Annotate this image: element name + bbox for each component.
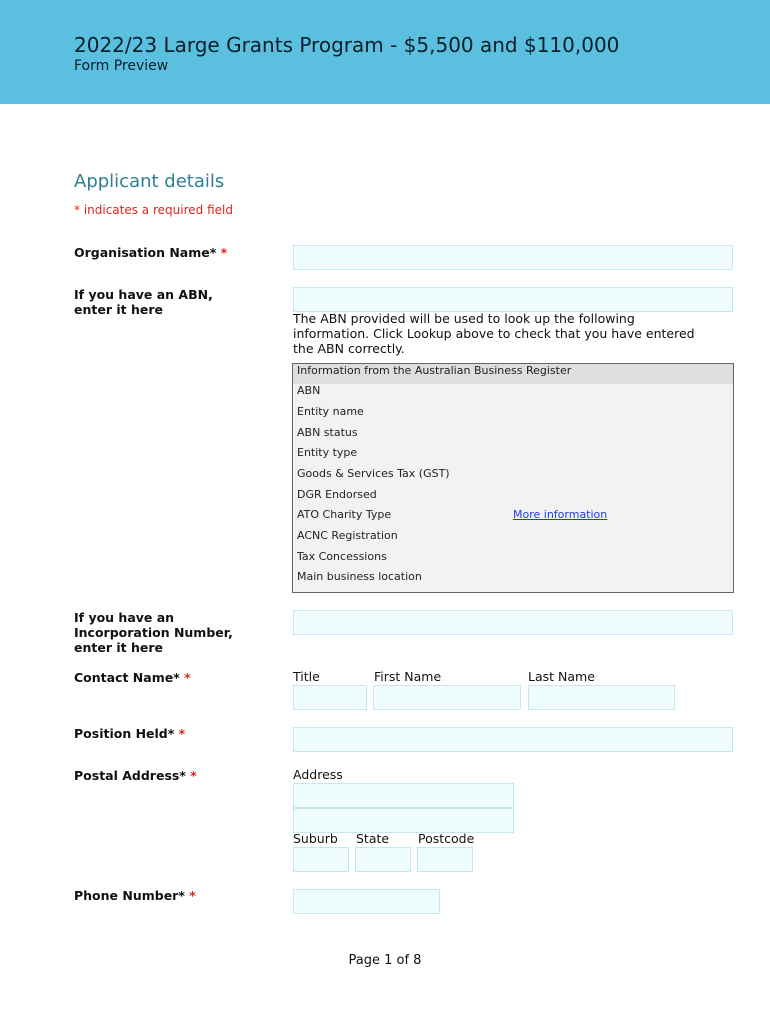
- form-header: [0, 0, 770, 104]
- required-field-note: * indicates a required field: [74, 203, 233, 217]
- state-label: State: [356, 831, 390, 846]
- position-held-label-text: Position Held*: [74, 726, 175, 741]
- contact-title-label: Title: [293, 669, 320, 684]
- form-title: 2022/23 Large Grants Program - $5,500 and $110,000: [74, 33, 620, 57]
- abr-row-main-business-location: Main business location: [297, 570, 422, 583]
- contact-first-name-label: First Name: [374, 669, 442, 684]
- contact-last-name-label: Last Name: [528, 669, 595, 684]
- contact-last-name-input[interactable]: [528, 685, 675, 710]
- contact-name-label-text: Contact Name*: [74, 670, 180, 685]
- abn-label: If you have an ABN, enter it here: [74, 287, 213, 317]
- abr-row-tax-concessions: Tax Concessions: [297, 550, 387, 563]
- page-number: Page 1 of 8: [348, 953, 422, 968]
- suburb-label: Suburb: [293, 831, 338, 846]
- abr-info-panel: [292, 363, 734, 593]
- abr-row-ato-charity-type: ATO Charity Type: [297, 508, 392, 521]
- address-label: Address: [293, 767, 343, 782]
- contact-title-input[interactable]: [293, 685, 367, 710]
- phone-number-input[interactable]: [293, 889, 440, 914]
- contact-first-name-input[interactable]: [373, 685, 521, 710]
- abr-row-acnc-registration: ACNC Registration: [297, 529, 398, 542]
- address-line-2-input[interactable]: [293, 808, 514, 833]
- required-star: *: [178, 726, 186, 741]
- contact-name-label: [74, 670, 264, 685]
- position-held-input[interactable]: [293, 727, 733, 752]
- section-title: Applicant details: [74, 171, 225, 192]
- abr-row-gst: Goods & Services Tax (GST): [297, 467, 450, 480]
- address-line-1-input[interactable]: [293, 783, 514, 808]
- incorporation-number-input[interactable]: [293, 610, 733, 635]
- required-star: *: [220, 245, 228, 260]
- required-star: *: [190, 768, 197, 783]
- postal-address-label: [74, 768, 264, 783]
- suburb-input[interactable]: [293, 847, 349, 872]
- phone-number-label: [74, 888, 264, 903]
- abn-lookup-note: The ABN provided will be used to look up the following information. Click Lookup above to check that you have entered the ABN correctly.: [293, 311, 695, 356]
- abr-row-entity-type: Entity type: [297, 446, 358, 459]
- required-star: *: [184, 670, 191, 685]
- organisation-name-input[interactable]: [293, 245, 733, 270]
- abn-input[interactable]: [293, 287, 733, 312]
- postal-address-label-text: Postal Address*: [74, 768, 186, 783]
- organisation-name-label-text: Organisation Name*: [74, 245, 217, 260]
- abr-row-dgr-endorsed: DGR Endorsed: [297, 488, 377, 501]
- more-information-link[interactable]: More information: [513, 508, 608, 521]
- organisation-name-label: [74, 245, 264, 260]
- abr-row-abn-status: ABN status: [297, 426, 358, 439]
- abr-info-heading: Information from the Australian Business Register: [293, 364, 733, 384]
- required-star: *: [189, 888, 196, 903]
- postcode-input[interactable]: [417, 847, 473, 872]
- position-held-label: [74, 726, 264, 741]
- abr-row-abn: ABN: [297, 384, 321, 397]
- phone-number-label-text: Phone Number*: [74, 888, 185, 903]
- postcode-label: Postcode: [418, 831, 475, 846]
- form-subtitle: Form Preview: [74, 58, 169, 74]
- incorporation-number-label: If you have an Incorporation Number, enter it here: [74, 610, 233, 655]
- abr-row-entity-name: Entity name: [297, 405, 364, 418]
- state-input[interactable]: [355, 847, 411, 872]
